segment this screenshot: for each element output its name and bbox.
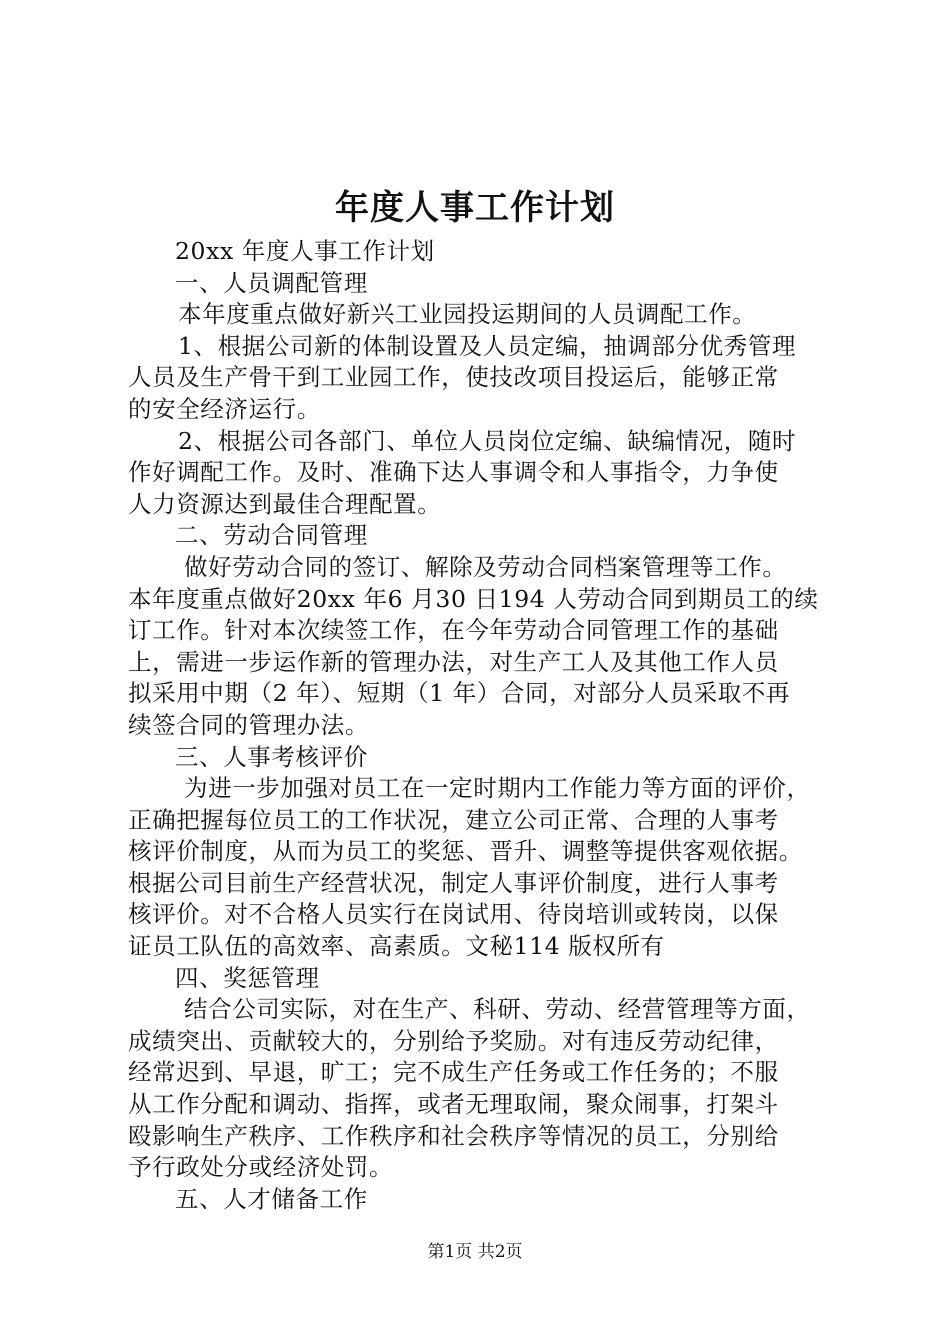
paragraph-line: 为进一步加强对员工在一定时期内工作能力等方面的评价， — [184, 774, 811, 803]
paragraph-line: 续签合同的管理办法。 — [128, 710, 369, 739]
section-heading-4: 四、奖惩管理 — [175, 963, 320, 992]
paragraph-line: 结合公司实际，对在生产、科研、劳动、经营管理等方面， — [184, 995, 811, 1024]
section-heading-3: 三、人事考核评价 — [175, 742, 368, 771]
paragraph-line: 证员工队伍的高效率、高素质。文秘114 版权所有 — [128, 932, 665, 961]
page-number-footer: 第1页 共2页 — [427, 1242, 523, 1262]
paragraph-line: 订工作。针对本次续签工作，在今年劳动合同管理工作的基础 — [128, 616, 779, 645]
paragraph-line: 本年度重点做好新兴工业园投运期间的人员调配工作。 — [178, 300, 757, 329]
document-title: 年度人事工作计划 — [335, 188, 615, 228]
paragraph-line: 根据公司目前生产经营状况，制定人事评价制度，进行人事考 — [128, 868, 779, 897]
paragraph-line: 的安全经济运行。 — [128, 394, 321, 423]
paragraph-line: 核评价。对不合格人员实行在岗试用、待岗培训或转岗，以保 — [128, 900, 779, 929]
doc-line-subtitle: 20xx 年度人事工作计划 — [175, 237, 435, 265]
paragraph-line: 作好调配工作。及时、准确下达人事调令和人事指令，力争使 — [128, 458, 779, 487]
document-body — [128, 236, 828, 1215]
paragraph-line: 正确把握每位员工的工作状况，建立公司正常、合理的人事考 — [128, 805, 779, 834]
paragraph-line: 人员及生产骨干到工业园工作，使技改项目投运后，能够正常 — [128, 363, 779, 392]
paragraph-line: 从工作分配和调动、指挥，或者无理取闹，聚众闹事，打架斗 — [128, 1090, 779, 1119]
paragraph-line: 殴影响生产秩序、工作秩序和社会秩序等情况的员工，分别给 — [128, 1121, 779, 1150]
paragraph-line: 人力资源达到最佳合理配置。 — [128, 489, 442, 518]
paragraph-line: 成绩突出、贡献较大的，分别给予奖励。对有违反劳动纪律， — [128, 1026, 779, 1055]
paragraph-line: 予行政处分或经济处罚。 — [128, 1153, 394, 1182]
paragraph-line: 本年度重点做好20xx 年6 月30 日194 人劳动合同到期员工的续 — [128, 584, 819, 613]
section-heading-5: 五、人才储备工作 — [175, 1184, 368, 1213]
paragraph-line: 做好劳动合同的签订、解除及劳动合同档案管理等工作。 — [184, 552, 787, 581]
paragraph-line: 1、根据公司新的体制设置及人员定编，抽调部分优秀管理 — [178, 331, 797, 360]
paragraph-line: 2、根据公司各部门、单位人员岗位定编、缺编情况，随时 — [178, 426, 797, 455]
paragraph-line: 上，需进一步运作新的管理办法，对生产工人及其他工作人员 — [128, 647, 779, 676]
paragraph-line: 经常迟到、早退，旷工；完不成生产任务或工作任务的；不服 — [128, 1058, 779, 1087]
section-heading-1: 一、人员调配管理 — [175, 268, 368, 297]
section-heading-2: 二、劳动合同管理 — [175, 521, 368, 550]
paragraph-line: 拟采用中期（2 年）、短期（1 年）合同，对部分人员采取不再 — [128, 679, 791, 708]
paragraph-line: 核评价制度，从而为员工的奖惩、晋升、调整等提供客观依据。 — [128, 837, 803, 866]
